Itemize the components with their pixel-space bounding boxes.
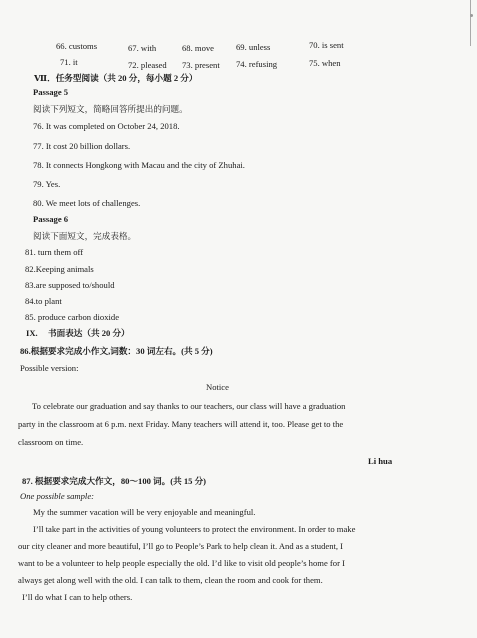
answer-69: 69. unless: [236, 42, 271, 52]
answer-74: 74. refusing: [236, 59, 278, 69]
passage-5-instruction: 阅读下列短文，简略回答所提出的问题。: [33, 104, 188, 114]
notice-title: Notice: [206, 382, 229, 392]
essay-line-3: our city cleaner and more beautiful, I’ll go to People’s Park to help clean it. And as a student, I: [18, 541, 344, 551]
answer-81: 81. turn them off: [25, 247, 84, 257]
answer-68: 68. move: [182, 43, 214, 53]
answer-75: 75. when: [309, 58, 341, 68]
notice-line-2: party in the classroom at 6 p.m. next Friday. Many teachers will attend it, too. Please get to the: [18, 419, 344, 429]
notice-line-1: To celebrate our graduation and say thanks to our teachers, our class will have a graduation: [32, 401, 346, 411]
essay-line-4: want to be a volunteer to help people especially the old. I’d like to visit old people’s home for I: [18, 558, 345, 568]
page-edge-line: [470, 0, 471, 46]
essay-line-2: I’ll take part in the activities of young volunteers to protect the environment. In order to make: [33, 524, 356, 534]
answer-72: 72. pleased: [128, 60, 167, 70]
answer-80: 80. We meet lots of challenges.: [33, 198, 141, 208]
answer-77: 77. It cost 20 billion dollars.: [33, 141, 131, 151]
answer-70: 70. is sent: [309, 40, 344, 50]
answer-73: 73. present: [182, 60, 220, 70]
answer-76: 76. It was completed on October 24, 2018.: [33, 121, 180, 131]
passage-6-title: Passage 6: [33, 214, 69, 224]
answer-71: 71. it: [60, 57, 78, 67]
essay-line-1: My the summer vacation will be very enjoyable and meaningful.: [33, 507, 256, 517]
essay-line-6: I’ll do what I can to help others.: [22, 592, 133, 602]
answer-78: 78. It connects Hongkong with Macau and the city of Zhuhai.: [33, 160, 245, 170]
answer-85: 85. produce carbon dioxide: [25, 312, 120, 322]
page-edge-mark: [470, 14, 473, 17]
answer-67: 67. with: [128, 43, 157, 53]
section-7-heading: Ⅶ．任务型阅读（共 20 分，每小题 2 分）: [34, 73, 198, 83]
answer-82: 82.Keeping animals: [25, 264, 94, 274]
question-87-heading: 87. 根据要求完成大作文，80～100 词。(共 15 分): [22, 476, 207, 486]
passage-6-instruction: 阅读下面短文，完成表格。: [33, 231, 137, 241]
notice-signature: Li hua: [368, 456, 393, 466]
section-9-number: IX.: [26, 328, 38, 338]
notice-line-3: classroom on time.: [18, 437, 84, 447]
one-possible-sample-label: One possible sample:: [20, 491, 94, 501]
answer-66: 66. customs: [56, 41, 98, 51]
answer-83: 83.are supposed to/should: [25, 280, 115, 290]
answer-84: 84.to plant: [25, 296, 62, 306]
section-9-heading: 书面表达（共 20 分）: [48, 328, 130, 338]
question-86-heading: 86.根据要求完成小作文,词数：30 词左右。(共 5 分): [20, 346, 213, 356]
answer-79: 79. Yes.: [33, 179, 61, 189]
passage-5-title: Passage 5: [33, 87, 69, 97]
essay-line-5: always get along well with the old. I can talk to them, clean the room and cook for them.: [18, 575, 323, 585]
possible-version-label: Possible version:: [20, 363, 79, 373]
